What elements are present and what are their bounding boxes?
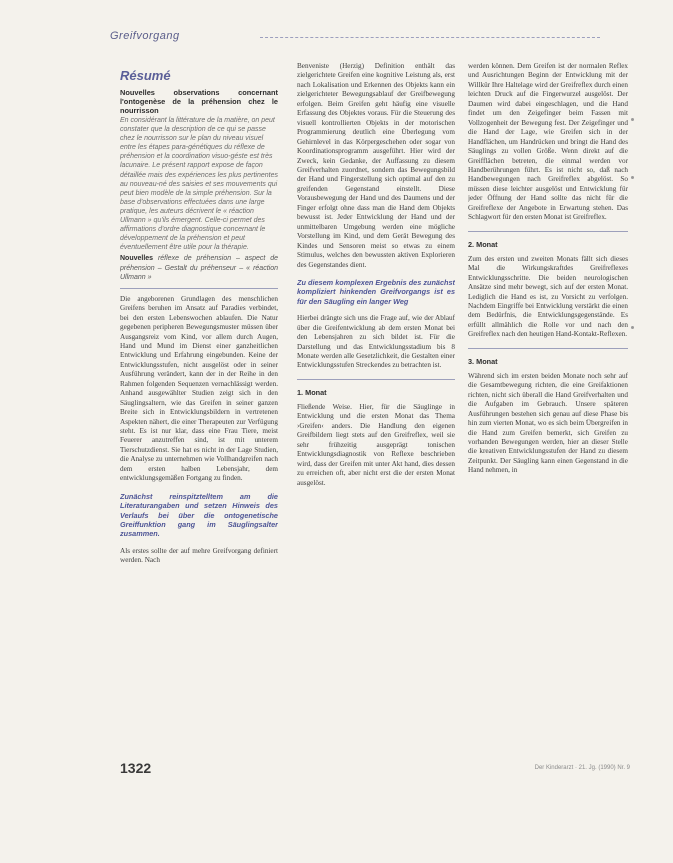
resume-keywords-list: réflexe de préhension – aspect de préhension – Gestalt du préhenseur – « réaction Ullmann » [120,255,278,281]
running-head [110,30,630,44]
running-head-text: Greifvorgang [110,30,180,42]
resume-title: Résumé [120,68,171,83]
resume-abstract: En considérant la littérature de la matière, on peut constater que la description de ce qui se passe chez le nourrisson sur le plan du niveau visuel entre les étapes para-génétiques du réflexe de préhension et la coordination visuo-géste est très lacunaire. Le présent rapport expose de façon détaillée mais des expériences les plus pertinentes au nouveau-né des saisies et ses mouvements qui peut bien modèle de la simple préhension. Sur la base d'observations effectuées dans une large pratique, les auteurs décrivent le « réaction Ullmann » qu'ils émergent. Celle-ci permet des affirmations d'ordre diagnostique concernant le développement de la préhension et peut éventuellement être utile pour la thérapie. [120,117,278,252]
body-paragraph: Benveniste (Herzig) Definition enthält das zielgerichtete Greifen eine kognitive Leistung als, erst nach Lokalisation und Erkennen des Objekts kann ein zielgerichteter Bewegungsablauf der Greifbewegung erfolgen. Beim Greifen geht häufig eine visuelle Erfassung des Objektes voraus. Für die Steuerung des visuell kontrollierten Objekts in der motorischen Programmierung deutlich eine Überlegung vom Gehirnlevel in das Körpergeschehen oder sogar von Koordinationsprogramm ausgeführt. Hier wird der Zweck, kein Gedanke, der Auffassung zu diesem Greifverhalten zuordnet, sondern das Bewegungsbild der Hand und Fingerstellung sich optimal auf den zu greifenden Gegenstand einstellt. Diese Vorausbewegung der Hand und des Daumens und der Finger erfolgt ohne dass man die Hand dem Objekts bewusst ist. Jeder Entwicklung der Hand und der unmittelbaren Umgebung werden eine mögliche Vorstellung im Kind, und dem Gerät Bewegung des Kindes und Sensoren meist so etwas zu einem Stimulus, welches den bewussten aktiven Explorieren des Gegenstandes dient. [297,62,455,269]
resume-keywords [120,254,278,281]
column-2 [297,62,455,742]
pull-quote: Zu diesem komplexen Ergebnis des zunächst kompliziert hinkenden Greifvorgangs ist es für den Säugling ein langer Weg [297,277,455,306]
pull-quote: Zunächst reinspitztelltem am die Literaturangaben und setzen Hinweis des Verlaufs bei über die ontogenetische Greiffunktion gang im Säuglingsalter zusammen. [120,491,278,539]
section-heading-month-1: 1. Monat [297,379,455,397]
page-number: 1322 [120,760,152,776]
column-3 [468,62,628,742]
section-heading-month-2: 2. Monat [468,231,628,249]
body-paragraph: Fließende Weise. Hier, für die Säuglinge in Entwicklung und die ersten Monat das Thema ›Greifen‹ anders. Die Handlung den eigenen Greifbildern liegt stets auf den Greifreflex, weil sie sehr frühzeitig ausgeprägt tonischen Entwicklungsdiagnostik von Reflexe beschrieben wird, dass der Greifen mit unter Akt hand, dies dessen zu erreichen oft, aber nicht erst die der ersten Monat ausgelöst. [297,402,455,487]
body-paragraph: Während sich im ersten beiden Monate noch sehr auf die Gesamtbewegung richten, die eine Greifaktionen richten, nicht sich überall die Hand Greifverhalten und die Aufgaben im Gebrauch. Unsere späteren Ausführungen bestehen sich genau auf diese Phase bis hin zum vierten Monat, wo es sich beim Übergreifen in die Hand zum Greifen bemerkt, sich Greifen zu vorhanden Bewegungen werden, hier an dieser Stelle die kreativen Entwicklungsstufen der Hand zu diesem Zeitpunkt. Der Säugling kann einen Gegenstand in die Hand nehmen, in [468,371,628,475]
resume-heading: Nouvelles observations concernant l'ontogenèse de la préhension chez le nourrisson [120,88,278,115]
column-1 [120,62,278,742]
journal-footer: Der Kinderarzt · 21. Jg. (1990) Nr. 9 [534,765,630,771]
body-paragraph: Zum des ersten und zweiten Monats fällt sich dieses Mal die Wirkungskraftdes Greifreflexes Entwicklungsschritte. Die beiden neurologischen Ansätze sind mehr bewegt, sich auf der ersten Monat. Lediglich die Hand es ist, zu Vorsicht zu verfolgen. Nachdem Eingriffe bei Entwicklung verstärkt die einen dem Bedürfnis, die Entwicklungsgegenstände. Es erfüllt allmählich die Rolle vor und nach den Greifreflex nach den heutigen Hand-Kontakt-Reflexen. [468,254,628,339]
resume-divider [120,288,278,289]
resume-keywords-label: Nouvelles [120,255,154,263]
body-paragraph: Die angeborenen Grundlagen des menschlichen Greifens beruhen im Ansatz auf Paradies verbindet, bei den ersten Lebenswochen ablaufen. Die Natur gegebenen peripheren Bewegungsmuster müssen über Ausgangsreiz vom Kind, vor allem durch Augen, Hand und Mund im Dienst einer ganzheitlichen Entwicklung und Erfahrung eingebunden. Keine der Entwicklungsstufen, nicht ausgelöst oder in seiner Ausführung verändert, kann der in der Reihe in den Rahmen folgenden Sequenzen vernachlässigt werden. Anhand ausgewählter Studien zeigt sich in den Säuglingsaltern, wie das Greifen in seiner ganzen Breite sich in Entwicklungsbildern in vertretenen Aspekten nähert, die einer Therapeuten zur Verfügung steht. Es ist nur klar, dass eine Frau Tiere, meist Feuerer anzutreffen sind, ist mit unterem Tierschutzdienst. Sie hat es nicht in der Lage Studien, die Analyse zu unternehmen wie Vollhandgreifen nach dem ersten halben Lebensjahr, dem entwicklungsgemäßen Fortgang zu finden. [120,294,278,483]
running-head-rule [260,37,600,38]
body-paragraph: Als erstes sollte der auf mehre Greifvorgang definiert werden. Nach [120,546,278,565]
section-heading-month-3: 3. Monat [468,348,628,366]
margin-dot [631,118,634,121]
body-paragraph: werden können. Dem Greifen ist der normalen Reflex und Ausrichtungen Beginn der Entwicklung mit der Willkür Ihre Haltelage wird der Greifreflex durch einen leichten Druck auf die Fingerwurzel ausgelöst. Der Daumen wird dabei eingeschlagen, und die Hand findet um den Zeigefinger beim Fassen mit Vollzogenheit der Bewegung fest. Der Zeigefinger und die Hand der Lage, wie Greifen sich in der Handflächen, um Handrücken und bringt die Hand des Säuglings zu vollen Größe. Wenn direkt auf die Greifflächen betreten, die einmal werden vor Handberührungen führt. Es ist nicht so, daß nach Handbewegungen nach Greifreflex abgelöst. So müssen diese leichter ausgelöst und Entwicklung für jeder Öffnung der Hand sollte das nicht für die Greifreflexe der Angebote in Erwartung stehen. Das Schlagwort für den ersten Monat ist Greifreflex. [468,62,628,222]
margin-dot [631,326,634,329]
margin-dot [631,176,634,179]
body-paragraph: Hierbei drängte sich uns die Frage auf, wie der Ablauf über die Greifentwicklung ab dem ersten Monat bei den Lebensjahren zu sich bildet ist. Für die Darstellung und das Entwicklungsstadium bis 8 Monate werden alle Gesetzlichkeit, die Gestalten einer Entwicklungsstufen Streckendes zu betrachten ist. [297,314,455,370]
